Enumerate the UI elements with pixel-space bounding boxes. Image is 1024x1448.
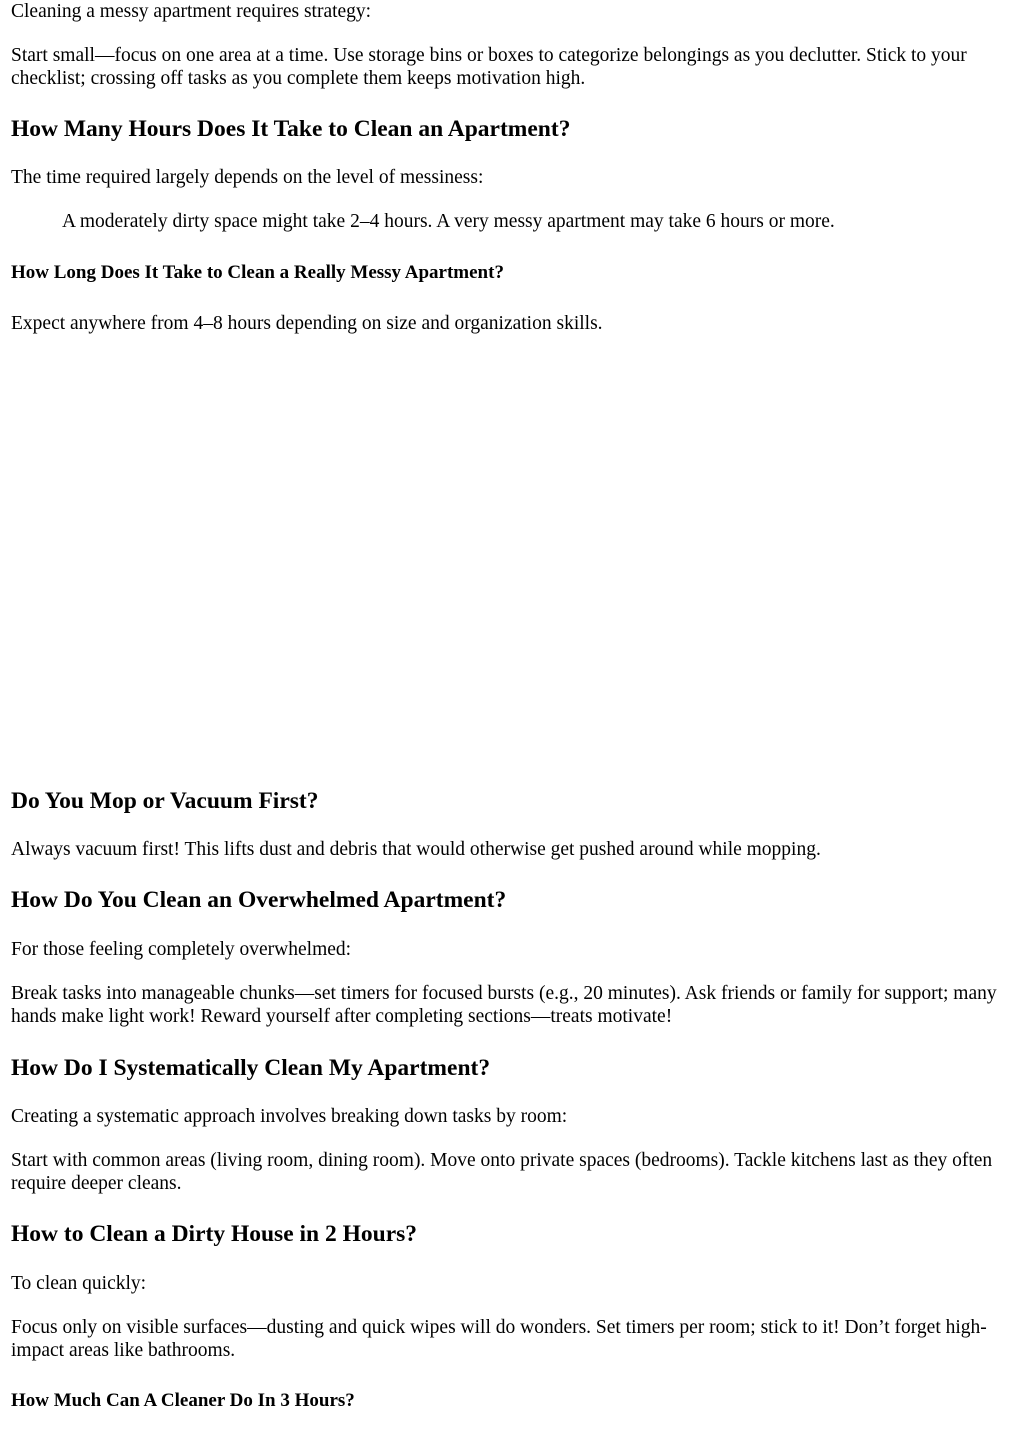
systematic-paragraph: Start with common areas (living room, dining room). Move onto private spaces (bedrooms). Tackle kitchens last as they often require deeper cleans. xyxy=(11,1150,993,1194)
heading-really-messy: How Long Does It Take to Clean a Really Messy Apartment? xyxy=(11,262,504,283)
overwhelmed-paragraph: Break tasks into manageable chunks—set timers for focused bursts (e.g., 20 minutes). Ask friends or family for support; many hands make light work! Reward yourself after completing sections—treats motivate! xyxy=(11,983,997,1027)
hours-quote: A moderately dirty space might take 2–4 hours. A very messy apartment may take 6 hours or more. xyxy=(62,211,835,232)
blank-ad-space xyxy=(0,350,1024,780)
two-hours-intro: To clean quickly: xyxy=(11,1273,147,1294)
strategy-intro: Cleaning a messy apartment requires strategy: xyxy=(11,1,372,22)
heading-systematic: How Do I Systematically Clean My Apartment? xyxy=(11,1055,491,1081)
heading-mop-vacuum: Do You Mop or Vacuum First? xyxy=(11,788,319,814)
heading-two-hours: How to Clean a Dirty House in 2 Hours? xyxy=(11,1221,418,1247)
hours-intro: The time required largely depends on the level of messiness: xyxy=(11,167,484,188)
really-messy-paragraph: Expect anywhere from 4–8 hours depending on size and organization skills. xyxy=(11,313,603,334)
heading-overwhelmed: How Do You Clean an Overwhelmed Apartment? xyxy=(11,887,507,913)
overwhelmed-intro: For those feeling completely overwhelmed: xyxy=(11,939,352,960)
heading-hours: How Many Hours Does It Take to Clean an Apartment? xyxy=(11,116,571,142)
systematic-intro: Creating a systematic approach involves breaking down tasks by room: xyxy=(11,1106,568,1127)
strategy-paragraph: Start small—focus on one area at a time. Use storage bins or boxes to categorize belongings as you declutter. Stick to your checklist; crossing off tasks as you complete them keeps motivation high. xyxy=(11,45,967,89)
mop-vacuum-paragraph: Always vacuum first! This lifts dust and debris that would otherwise get pushed around while mopping. xyxy=(11,839,821,860)
heading-cleaner-three-hours: How Much Can A Cleaner Do In 3 Hours? xyxy=(11,1390,355,1411)
two-hours-paragraph: Focus only on visible surfaces—dusting and quick wipes will do wonders. Set timers per room; stick to it! Don’t forget high-impact areas like bathrooms. xyxy=(11,1317,987,1361)
